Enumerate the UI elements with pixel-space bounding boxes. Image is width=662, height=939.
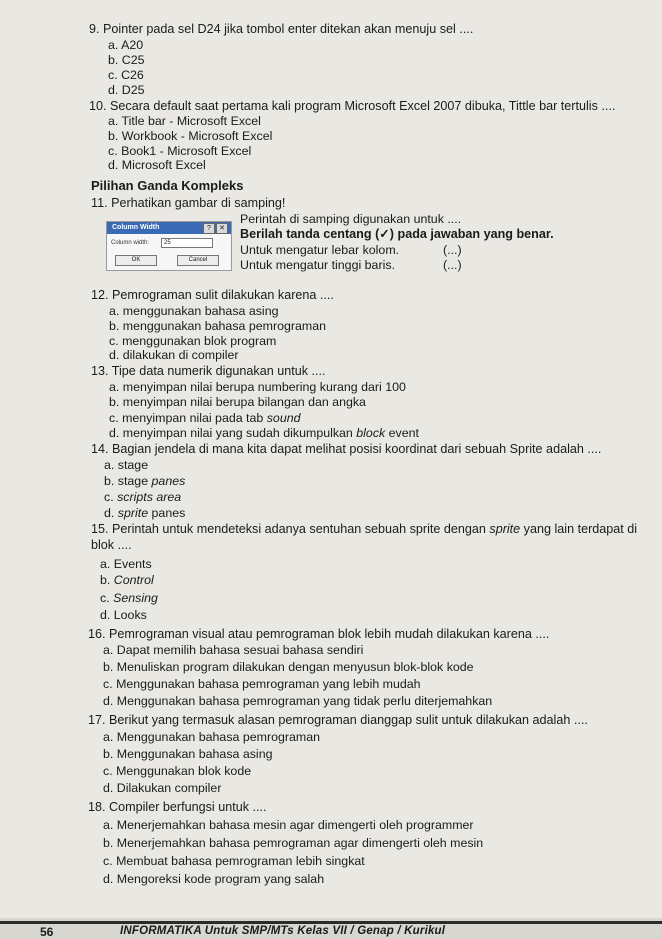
question-15: 15. Perintah untuk mendeteksi adanya sentuhan sebuah sprite dengan sprite yang lain terdapat di: [91, 522, 638, 536]
q11-instruction: Perintah di samping digunakan untuk ....: [240, 212, 462, 226]
question-16: 16. Pemrograman visual atau pemrograman blok lebih mudah dilakukan karena ....: [88, 627, 550, 641]
q16-option-a: a. Dapat memilih bahasa sesuai bahasa sendiri: [103, 643, 364, 657]
q9-option-b: b. C25: [108, 53, 145, 67]
q12-option-b: b. menggunakan bahasa pemrograman: [109, 319, 326, 333]
q13-option-c: c. menyimpan nilai pada tab sound: [109, 411, 301, 425]
question-12: 12. Pemrograman sulit dilakukan karena ....: [91, 288, 334, 302]
column-width-dialog-image: [106, 221, 232, 271]
question-11: 11. Perhatikan gambar di samping!: [91, 196, 286, 210]
q14-option-d: d. sprite panes: [104, 506, 186, 520]
q11-statement-2: Untuk mengatur tinggi baris.: [240, 258, 395, 272]
q17-option-a: a. Menggunakan bahasa pemrograman: [103, 730, 320, 744]
section-title: Pilihan Ganda Kompleks: [91, 178, 244, 193]
question-13: 13. Tipe data numerik digunakan untuk ....: [91, 364, 326, 378]
q14-option-a: a. stage: [104, 458, 149, 472]
question-18: 18. Compiler berfungsi untuk ....: [88, 800, 267, 814]
q17-option-c: c. Menggunakan blok kode: [103, 764, 252, 778]
footer-rule: [0, 921, 662, 924]
q12-option-c: c. menggunakan blok program: [109, 334, 277, 348]
q16-option-b: b. Menuliskan program dilakukan dengan menyusun blok-blok kode: [103, 660, 474, 674]
q15-option-b: b. Control: [100, 573, 154, 587]
q10-option-a: a. Title bar - Microsoft Excel: [108, 114, 261, 128]
q17-option-d: d. Dilakukan compiler: [103, 781, 222, 795]
ok-button: OK: [115, 255, 157, 266]
q13-option-a: a. menyimpan nilai berupa numbering kurang dari 100: [109, 380, 406, 394]
q18-option-d: d. Mengoreksi kode program yang salah: [103, 872, 325, 886]
page-number: 56: [40, 925, 54, 939]
q13-option-b: b. menyimpan nilai berupa bilangan dan angka: [109, 395, 366, 409]
dialog-title: Column Width: [112, 224, 160, 231]
q11-statement-1: Untuk mengatur lebar kolom.: [240, 243, 400, 257]
q9-option-c: c. C26: [108, 68, 144, 82]
q9-option-d: d. D25: [108, 83, 145, 97]
question-15-line-2: blok ....: [91, 538, 132, 552]
question-10: 10. Secara default saat pertama kali program Microsoft Excel 2007 dibuka, Tittle bar tertulis ....: [89, 99, 616, 113]
q12-option-d: d. dilakukan di compiler: [109, 348, 239, 362]
q13-option-d: d. menyimpan nilai yang sudah dikumpulkan block event: [109, 426, 419, 440]
close-icon: ✕: [216, 223, 228, 234]
q18-option-b: b. Menerjemahkan bahasa pemrograman agar dimengerti oleh mesin: [103, 836, 484, 850]
q9-option-a: a. A20: [108, 38, 144, 52]
q14-option-c: c. scripts area: [104, 490, 182, 504]
q10-option-d: d. Microsoft Excel: [108, 158, 206, 172]
q10-option-c: c. Book1 - Microsoft Excel: [108, 144, 252, 158]
column-width-field: 25: [161, 238, 213, 248]
q10-option-b: b. Workbook - Microsoft Excel: [108, 129, 273, 143]
help-icon: ?: [203, 223, 215, 234]
q18-option-c: c. Membuat bahasa pemrograman lebih singkat: [103, 854, 365, 868]
cancel-button: Cancel: [177, 255, 219, 266]
book-title-footer: INFORMATIKA Untuk SMP/MTs Kelas VII / Genap / Kurikul: [120, 925, 446, 937]
q11-checkbox-2[interactable]: (...): [443, 258, 462, 272]
q12-option-a: a. menggunakan bahasa asing: [109, 304, 279, 318]
q16-option-c: c. Menggunakan bahasa pemrograman yang lebih mudah: [103, 677, 421, 691]
q15-option-d: d. Looks: [100, 608, 147, 622]
q15-option-a: a. Events: [100, 557, 152, 571]
question-14: 14. Bagian jendela di mana kita dapat melihat posisi koordinat dari sebuah Sprite adalah ....: [91, 442, 602, 456]
q17-option-b: b. Menggunakan bahasa asing: [103, 747, 273, 761]
q11-checkbox-1[interactable]: (...): [443, 243, 462, 257]
q14-option-b: b. stage panes: [104, 474, 186, 488]
question-17: 17. Berikut yang termasuk alasan pemrograman dianggap sulit untuk dilakukan adalah ....: [88, 713, 588, 727]
column-width-label: Column width:: [111, 240, 150, 246]
q16-option-d: d. Menggunakan bahasa pemrograman yang tidak perlu diterjemahkan: [103, 694, 493, 708]
q18-option-a: a. Menerjemahkan bahasa mesin agar dimengerti oleh programmer: [103, 818, 474, 832]
question-9: 9. Pointer pada sel D24 jika tombol enter ditekan akan menuju sel ....: [89, 22, 474, 36]
q11-check-instruction: Berilah tanda centang (✓) pada jawaban yang benar.: [240, 227, 554, 241]
q15-option-c: c. Sensing: [100, 591, 158, 605]
